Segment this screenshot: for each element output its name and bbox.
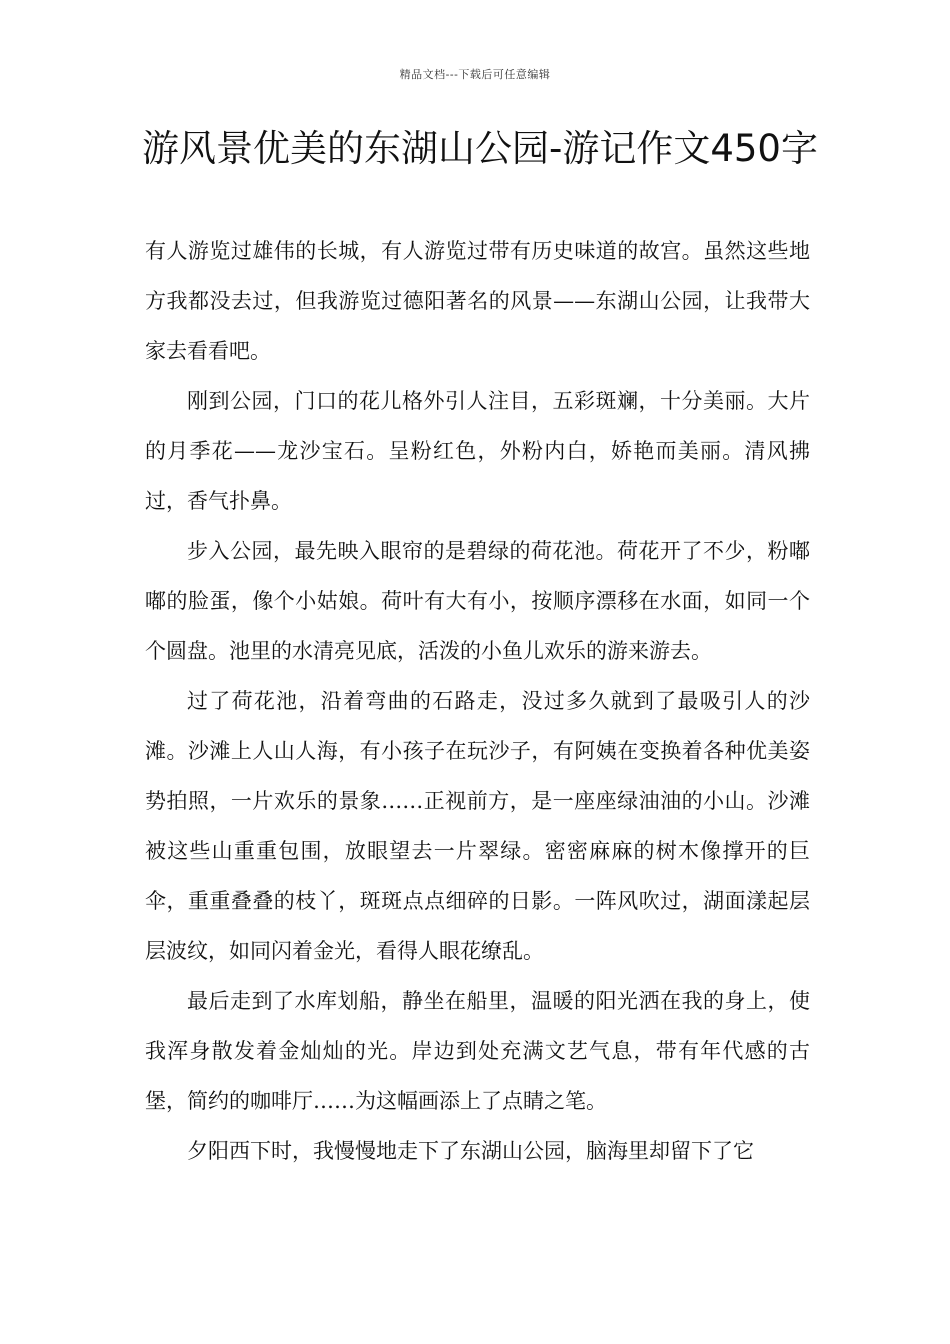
paragraph-beach: 过了荷花池，沿着弯曲的石路走，没过多久就到了最吸引人的沙滩。沙滩上人山人海，有小孩子在玩沙子，有阿姨在变换着各种优美姿势拍照，一片欢乐的景象……正视前方，是一座座绿油油的小山。沙滩被这些山重重包围，放眼望去一片翠绿。密密麻麻的树木像撑开的巨伞，重重叠叠的枝丫，斑斑点点细碎的日影。一阵风吹过，湖面漾起层层波纹，如同闪着金光，看得人眼花缭乱。 [145,689,810,963]
document-title: 游风景优美的东湖山公园-游记作文450字 [142,127,818,170]
header-note: 精品文档---下载后可任意编辑 [399,68,551,81]
paragraph-boating: 最后走到了水库划船，静坐在船里，温暖的阳光洒在我的身上，使我浑身散发着金灿灿的光。岸边到处充满文艺气息，带有年代感的古堡，简约的咖啡厅……为这幅画添上了点睛之笔。 [145,989,810,1113]
paragraph-entrance: 刚到公园，门口的花儿格外引人注目，五彩斑斓，十分美丽。大片的月季花——龙沙宝石。呈粉红色，外粉内白，娇艳而美丽。清风拂过，香气扑鼻。 [145,389,810,513]
paragraph-lotus-pond: 步入公园，最先映入眼帘的是碧绿的荷花池。荷花开了不少，粉嘟嘟的脸蛋，像个小姑娘。荷叶有大有小，按顺序漂移在水面，如同一个个圆盘。池里的水清亮见底，活泼的小鱼儿欢乐的游来游去。 [145,539,810,663]
paragraph-intro: 有人游览过雄伟的长城，有人游览过带有历史味道的故宫。虽然这些地方我都没去过，但我游览过德阳著名的风景——东湖山公园，让我带大家去看看吧。 [145,239,810,363]
document-body [145,226,810,1176]
paragraph-sunset: 夕阳西下时，我慢慢地走下了东湖山公园，脑海里却留下了它 [187,1139,754,1163]
